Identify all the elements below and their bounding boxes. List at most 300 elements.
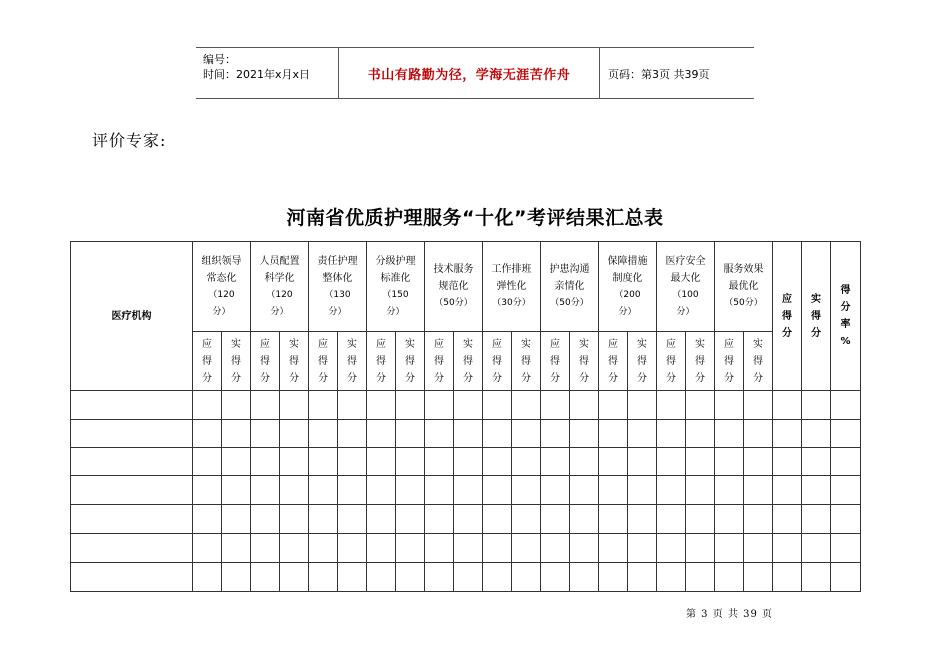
- text-line: （130: [324, 289, 351, 300]
- score-cell: [425, 476, 454, 505]
- char: 应: [724, 338, 734, 350]
- text-line: （100: [672, 289, 699, 300]
- score-cell: [773, 563, 802, 592]
- score-cell: [338, 391, 367, 420]
- text-line: 分）: [328, 306, 347, 317]
- score-cell: [193, 391, 222, 420]
- char: 实: [753, 338, 763, 350]
- score-cell: [541, 476, 570, 505]
- org-name-cell: [71, 448, 193, 476]
- score-cell: [309, 420, 338, 448]
- text-line: （200: [614, 289, 641, 300]
- char: 分: [434, 372, 444, 384]
- score-cell: [309, 505, 338, 534]
- score-cell: [396, 505, 425, 534]
- score-cell: [396, 420, 425, 448]
- char: 得: [608, 355, 618, 367]
- score-cell: [657, 476, 686, 505]
- char: 得: [811, 310, 821, 322]
- score-cell: [802, 505, 831, 534]
- org-name-cell: [71, 476, 193, 505]
- score-cell: [744, 505, 773, 534]
- score-cell: [309, 448, 338, 476]
- char: 得: [231, 355, 241, 367]
- score-cell: [512, 448, 541, 476]
- char: 分: [550, 372, 560, 384]
- sub-actual-header: [280, 332, 309, 391]
- char: 实: [811, 293, 821, 305]
- char: 分: [695, 372, 705, 384]
- char: 分: [289, 372, 299, 384]
- text-line: （50分）: [550, 298, 589, 308]
- char: 得: [579, 355, 589, 367]
- score-cell: [570, 420, 599, 448]
- char: 得: [405, 355, 415, 367]
- score-cell: [309, 563, 338, 592]
- text-line: （150: [382, 289, 409, 300]
- char: 分: [753, 372, 763, 384]
- char: 得: [376, 355, 386, 367]
- score-cell: [251, 420, 280, 448]
- score-cell: [338, 505, 367, 534]
- score-cell: [193, 505, 222, 534]
- score-cell: [222, 563, 251, 592]
- score-cell: [454, 391, 483, 420]
- score-cell: [541, 391, 570, 420]
- char: 分: [347, 372, 357, 384]
- score-cell: [715, 448, 744, 476]
- score-cell: [831, 476, 861, 505]
- char: 应: [318, 338, 328, 350]
- char: 得: [434, 355, 444, 367]
- score-cell: [425, 420, 454, 448]
- score-cell: [483, 563, 512, 592]
- header-motto-cell: [339, 48, 600, 98]
- score-cell: [831, 420, 861, 448]
- score-cell: [570, 505, 599, 534]
- score-cell: [570, 448, 599, 476]
- category-header: [715, 242, 773, 332]
- score-cell: [280, 391, 309, 420]
- score-cell: [193, 476, 222, 505]
- text-line: 技术服务: [433, 264, 474, 275]
- score-cell: [831, 448, 861, 476]
- char: 实: [231, 338, 241, 350]
- char: 实: [521, 338, 531, 350]
- char: 实: [289, 338, 299, 350]
- score-cell: [222, 505, 251, 534]
- score-cell: [338, 420, 367, 448]
- org-name-cell: [71, 563, 193, 592]
- score-rate-header: [831, 242, 861, 391]
- score-cell: [454, 534, 483, 563]
- score-cell: [657, 534, 686, 563]
- text-line: 医疗安全: [665, 255, 706, 267]
- char: %: [840, 336, 851, 347]
- text-line: （30分）: [492, 298, 531, 308]
- score-cell: [193, 448, 222, 476]
- score-cell: [396, 391, 425, 420]
- score-cell: [599, 505, 628, 534]
- sub-due-header: [715, 332, 744, 391]
- text-line: 最优化: [728, 281, 759, 292]
- char: 实: [695, 338, 705, 350]
- score-cell: [628, 420, 657, 448]
- score-cell: [657, 448, 686, 476]
- document-title: 河南省优质护理服务“十化”考评结果汇总表: [286, 207, 664, 229]
- score-cell: [599, 476, 628, 505]
- table-row: [71, 505, 861, 534]
- score-cell: [512, 476, 541, 505]
- org-name-cell: [71, 534, 193, 563]
- char: 应: [550, 338, 560, 350]
- score-cell: [628, 505, 657, 534]
- score-cell: [773, 534, 802, 563]
- text-line: 分）: [270, 306, 289, 317]
- score-cell: [367, 476, 396, 505]
- category-header: [483, 242, 541, 332]
- char: 应: [608, 338, 618, 350]
- score-cell: [222, 448, 251, 476]
- score-cell: [541, 420, 570, 448]
- char: 得: [492, 355, 502, 367]
- score-cell: [193, 563, 222, 592]
- char: 应: [260, 338, 270, 350]
- score-cell: [802, 420, 831, 448]
- char: 实: [405, 338, 415, 350]
- score-cell: [338, 534, 367, 563]
- score-cell: [454, 476, 483, 505]
- table-row: [71, 448, 861, 476]
- score-cell: [686, 420, 715, 448]
- score-cell: [483, 391, 512, 420]
- score-cell: [483, 448, 512, 476]
- score-cell: [425, 391, 454, 420]
- score-cell: [396, 448, 425, 476]
- text-line: 规范化: [438, 281, 469, 292]
- char: 得: [318, 355, 328, 367]
- category-header: [657, 242, 715, 332]
- sub-due-header: [425, 332, 454, 391]
- text-line: 整体化: [322, 272, 353, 284]
- score-cell: [193, 420, 222, 448]
- text-line: 组织领导: [201, 255, 242, 267]
- sub-actual-header: [570, 332, 599, 391]
- score-cell: [686, 505, 715, 534]
- score-cell: [454, 563, 483, 592]
- score-cell: [657, 391, 686, 420]
- char: 分: [405, 372, 415, 384]
- text-line: 分级护理: [375, 255, 416, 267]
- text-line: 制度化: [612, 272, 643, 284]
- score-cell: [599, 448, 628, 476]
- char: 分: [724, 372, 734, 384]
- score-cell: [222, 534, 251, 563]
- score-cell: [570, 391, 599, 420]
- score-cell: [512, 563, 541, 592]
- char: 分: [579, 372, 589, 384]
- text-line: 工作排班: [491, 264, 532, 275]
- sub-actual-header: [512, 332, 541, 391]
- score-cell: [773, 420, 802, 448]
- score-cell: [802, 563, 831, 592]
- char: 得: [724, 355, 734, 367]
- score-cell: [367, 534, 396, 563]
- char: 分: [492, 372, 502, 384]
- score-cell: [367, 563, 396, 592]
- char: 率: [840, 319, 851, 330]
- sub-due-header: [483, 332, 512, 391]
- char: 应: [434, 338, 444, 350]
- score-cell: [715, 391, 744, 420]
- page-header: [196, 47, 754, 99]
- text-line: 保障措施: [607, 255, 648, 267]
- char: 分: [637, 372, 647, 384]
- score-cell: [686, 563, 715, 592]
- char: 得: [840, 285, 851, 296]
- score-cell: [425, 534, 454, 563]
- score-cell: [628, 448, 657, 476]
- score-cell: [715, 563, 744, 592]
- text-line: 科学化: [264, 272, 295, 284]
- char: 应: [782, 293, 792, 305]
- char: 分: [463, 372, 473, 384]
- sub-actual-header: [628, 332, 657, 391]
- char: 应: [666, 338, 676, 350]
- char: 得: [260, 355, 270, 367]
- score-cell: [309, 534, 338, 563]
- score-cell: [280, 420, 309, 448]
- score-cell: [744, 534, 773, 563]
- score-cell: [338, 563, 367, 592]
- score-cell: [628, 391, 657, 420]
- score-cell: [251, 505, 280, 534]
- score-cell: [512, 420, 541, 448]
- text-line: （50分）: [724, 298, 763, 308]
- score-cell: [396, 534, 425, 563]
- score-cell: [338, 448, 367, 476]
- score-cell: [512, 534, 541, 563]
- total-due-header: [773, 242, 802, 391]
- score-cell: [657, 420, 686, 448]
- score-cell: [715, 476, 744, 505]
- sub-actual-header: [396, 332, 425, 391]
- header-page-cell: [600, 48, 754, 98]
- score-cell: [570, 534, 599, 563]
- score-cell: [541, 563, 570, 592]
- score-cell: [628, 563, 657, 592]
- score-cell: [657, 563, 686, 592]
- char: 分: [521, 372, 531, 384]
- char: 得: [347, 355, 357, 367]
- char: 实: [579, 338, 589, 350]
- table-row: [71, 391, 861, 420]
- char: 得: [550, 355, 560, 367]
- category-header: [193, 242, 251, 332]
- char: 实: [637, 338, 647, 350]
- score-cell: [512, 391, 541, 420]
- text-line: 服务效果: [723, 264, 764, 275]
- text-line: 责任护理: [317, 255, 358, 267]
- text-line: 分）: [212, 306, 231, 317]
- score-cell: [251, 563, 280, 592]
- score-cell: [222, 391, 251, 420]
- score-cell: [570, 563, 599, 592]
- score-cell: [251, 534, 280, 563]
- score-cell: [715, 534, 744, 563]
- score-cell: [773, 505, 802, 534]
- score-cell: [686, 534, 715, 563]
- sub-due-header: [251, 332, 280, 391]
- score-cell: [483, 534, 512, 563]
- score-cell: [628, 534, 657, 563]
- score-cell: [425, 505, 454, 534]
- org-header: 医疗机构: [71, 242, 193, 391]
- score-cell: [280, 534, 309, 563]
- char: 得: [695, 355, 705, 367]
- org-name-cell: [71, 391, 193, 420]
- char: 分: [840, 302, 851, 313]
- char: 实: [463, 338, 473, 350]
- score-cell: [831, 534, 861, 563]
- table-row: [71, 563, 861, 592]
- header-info-cell: [196, 48, 339, 98]
- score-cell: [715, 420, 744, 448]
- char: 分: [782, 327, 792, 339]
- org-name-cell: [71, 420, 193, 448]
- category-header: [367, 242, 425, 332]
- sub-due-header: [541, 332, 570, 391]
- date-label: 时间：2021年x月x日: [203, 68, 311, 81]
- char: 分: [666, 372, 676, 384]
- score-cell: [512, 505, 541, 534]
- score-cell: [367, 505, 396, 534]
- text-line: 分）: [618, 306, 637, 317]
- score-cell: [367, 420, 396, 448]
- summary-table: [70, 241, 861, 592]
- category-header: [425, 242, 483, 332]
- score-cell: [773, 476, 802, 505]
- sub-actual-header: [338, 332, 367, 391]
- score-cell: [541, 448, 570, 476]
- score-cell: [396, 476, 425, 505]
- score-cell: [802, 448, 831, 476]
- sub-due-header: [657, 332, 686, 391]
- score-cell: [396, 563, 425, 592]
- score-cell: [309, 476, 338, 505]
- char: 得: [463, 355, 473, 367]
- score-cell: [744, 420, 773, 448]
- motto-text: 书山有路勤为径，学海无涯苦作舟: [367, 68, 571, 83]
- score-cell: [802, 391, 831, 420]
- sub-due-header: [193, 332, 222, 391]
- char: 实: [347, 338, 357, 350]
- score-cell: [541, 534, 570, 563]
- score-cell: [541, 505, 570, 534]
- char: 得: [637, 355, 647, 367]
- score-cell: [454, 420, 483, 448]
- score-cell: [744, 476, 773, 505]
- score-cell: [338, 476, 367, 505]
- char: 应: [376, 338, 386, 350]
- number-label: 编号：: [203, 53, 236, 66]
- char: 应: [492, 338, 502, 350]
- score-cell: [744, 563, 773, 592]
- score-cell: [222, 476, 251, 505]
- sub-due-header: [599, 332, 628, 391]
- score-cell: [599, 420, 628, 448]
- sub-due-header: [367, 332, 396, 391]
- char: 分: [231, 372, 241, 384]
- score-cell: [831, 391, 861, 420]
- char: 分: [608, 372, 618, 384]
- sub-actual-header: [454, 332, 483, 391]
- score-cell: [686, 391, 715, 420]
- text-line: 分）: [676, 306, 695, 317]
- char: 得: [289, 355, 299, 367]
- score-cell: [599, 563, 628, 592]
- score-cell: [483, 505, 512, 534]
- text-line: 常态化: [206, 272, 237, 284]
- page-number-label: 页码：第3页 共39页: [608, 68, 710, 81]
- score-cell: [454, 505, 483, 534]
- score-cell: [425, 563, 454, 592]
- char: 分: [318, 372, 328, 384]
- text-line: （120: [266, 289, 293, 300]
- score-cell: [599, 391, 628, 420]
- experts-label: 评价专家:: [92, 131, 167, 150]
- score-cell: [193, 534, 222, 563]
- text-line: 最大化: [670, 272, 701, 284]
- text-line: （120: [208, 289, 235, 300]
- char: 得: [521, 355, 531, 367]
- score-cell: [628, 476, 657, 505]
- sub-actual-header: [686, 332, 715, 391]
- text-line: 亲情化: [554, 281, 585, 292]
- char: 得: [666, 355, 676, 367]
- table-row: [71, 476, 861, 505]
- sub-actual-header: [744, 332, 773, 391]
- score-cell: [280, 505, 309, 534]
- score-cell: [251, 476, 280, 505]
- score-cell: [657, 505, 686, 534]
- sub-actual-header: [222, 332, 251, 391]
- score-cell: [802, 476, 831, 505]
- text-line: 护患沟通: [549, 264, 590, 275]
- text-line: 人员配置: [259, 255, 300, 267]
- score-cell: [802, 534, 831, 563]
- char: 得: [782, 310, 792, 322]
- score-cell: [773, 448, 802, 476]
- char: 分: [202, 372, 212, 384]
- score-cell: [280, 563, 309, 592]
- score-cell: [483, 420, 512, 448]
- score-cell: [280, 476, 309, 505]
- score-cell: [715, 505, 744, 534]
- char: 分: [376, 372, 386, 384]
- char: 分: [811, 327, 821, 339]
- score-cell: [686, 476, 715, 505]
- org-name-cell: [71, 505, 193, 534]
- score-cell: [570, 476, 599, 505]
- page-footer: 第 3 页 共 39 页: [686, 609, 773, 620]
- table-row: [71, 534, 861, 563]
- char: 得: [202, 355, 212, 367]
- category-header: [599, 242, 657, 332]
- score-cell: [773, 391, 802, 420]
- score-cell: [831, 563, 861, 592]
- score-cell: [280, 448, 309, 476]
